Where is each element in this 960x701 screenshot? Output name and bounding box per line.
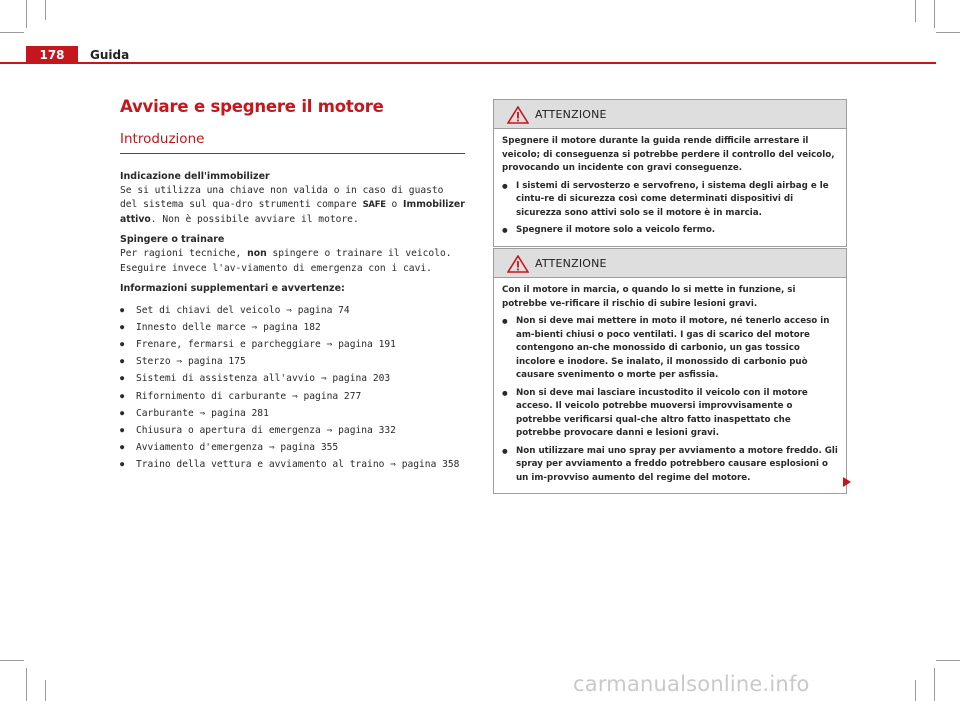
- warning-header: [494, 100, 846, 129]
- list-item[interactable]: ● Set di chiavi del veicolo ⇒ pagina 74: [120, 302, 465, 319]
- warning-box-2: [493, 248, 847, 494]
- warning-box-1: [493, 99, 847, 247]
- warning-header: [494, 249, 846, 278]
- immobilizer-text-part: . Non è possibile avviare il motore.: [150, 213, 359, 225]
- immobilizer-section: [120, 170, 465, 227]
- list-item[interactable]: ● Rifornimento di carburante ⇒ pagina 277: [120, 388, 465, 405]
- crop-mark: [934, 668, 935, 701]
- list-item[interactable]: ● Carburante ⇒ pagina 281: [120, 405, 465, 422]
- push-text-part: spingere o trainare il veicolo. Eseguire invece l'av-viamento di emergenza con i cavi.: [120, 248, 452, 274]
- safe-symbol-icon: SAFE: [362, 200, 386, 211]
- crop-mark: [45, 680, 46, 701]
- push-heading: Spingere o trainare: [120, 234, 225, 246]
- section-title: Guida: [90, 48, 130, 62]
- warning-intro: Spegnere il motore durante la guida rende difficile arrestare il veicolo; di conseguenza si potrebbe perdere il controllo del veicolo, provocando un incidente con gravi conseguenze.: [502, 136, 835, 173]
- info-heading: Informazioni supplementari e avvertenze:: [120, 283, 345, 295]
- immobilizer-bold: Immobilizer attivo: [120, 199, 465, 225]
- immobilizer-text: [120, 184, 465, 227]
- list-item[interactable]: ● Frenare, fermarsi e parcheggiare ⇒ pagina 191: [120, 336, 465, 353]
- push-text: [120, 247, 465, 276]
- list-item[interactable]: ● Innesto delle marce ⇒ pagina 182: [120, 319, 465, 336]
- immobilizer-heading: Indicazione dell'immobilizer: [120, 171, 270, 182]
- watermark: carmanualsonline.info: [573, 672, 810, 696]
- crop-mark: [26, 668, 27, 701]
- warning-title: ATTENZIONE: [535, 257, 607, 270]
- warning-intro: Con il motore in marcia, o quando lo si mette in funzione, si potrebbe ve-rificare il rischio di subire lesioni gravi.: [502, 285, 796, 309]
- list-item[interactable]: ● Sistemi di assistenza all'avvio ⇒ pagina 203: [120, 370, 465, 387]
- page-title: Avviare e spegnere il motore: [120, 97, 384, 116]
- push-text-part: Per ragioni tecniche,: [120, 248, 248, 260]
- info-section: [120, 282, 465, 473]
- warning-body: [494, 278, 846, 493]
- page-number: 178: [26, 46, 78, 64]
- subtitle: Introduzione: [120, 131, 465, 154]
- warning-item: ● Spegnere il motore solo a veicolo fermo.: [502, 224, 838, 238]
- list-item[interactable]: ● Avviamento d'emergenza ⇒ pagina 355: [120, 439, 465, 456]
- warning-item: ● Non si deve mai mettere in moto il motore, né tenerlo acceso in am-bienti chiusi o poco ventilati. I gas di scarico del motore contengono an-che monossido di carbonio, un gas tossico incolore e inodore. Se inalato, il monossido di carbonio può causare svenimento o morte per asfissia.: [502, 315, 838, 383]
- list-item[interactable]: ● Sterzo ⇒ pagina 175: [120, 353, 465, 370]
- immobilizer-text-part: o: [385, 199, 404, 211]
- crop-mark: [936, 32, 960, 33]
- immobilizer-text-part: Se si utilizza una chiave non valida o in caso di guasto del sistema sul qua-dro strumenti compare: [120, 185, 444, 211]
- list-item[interactable]: ● Traino della vettura e avviamento al traino ⇒ pagina 358: [120, 456, 465, 473]
- warning-body: [494, 129, 846, 246]
- left-column: [120, 97, 465, 473]
- list-item[interactable]: ● Chiusura o apertura di emergenza ⇒ pagina 332: [120, 422, 465, 439]
- crop-mark: [915, 0, 916, 22]
- crop-mark: [0, 32, 24, 33]
- push-section: [120, 233, 465, 276]
- crop-mark: [26, 0, 27, 28]
- warning-title: ATTENZIONE: [535, 108, 607, 121]
- warning-item: ● Non si deve mai lasciare incustodito il veicolo con il motore acceso. Il veicolo potrebbe muoversi improvvisamente o potrebbe verificarsi qual-che altro fatto inaspettato che potrebbe provocare danni e lesioni gravi.: [502, 387, 838, 441]
- crop-mark: [936, 660, 960, 661]
- push-bold: non: [247, 248, 267, 260]
- reference-list: [120, 302, 465, 473]
- continue-arrow-icon: [843, 477, 851, 487]
- warning-item: ● I sistemi di servosterzo e servofreno, i sistema degli airbag e le cintu-re di sicurezza così come determinati dispositivi di sicurezza sono attivi solo se il motore è in marcia.: [502, 180, 838, 221]
- warning-item: ● Non utilizzare mai uno spray per avviamento a motore freddo. Gli spray per avviamento a freddo potrebbero causare esplosioni o un im-provviso aumento del regime del motore.: [502, 445, 838, 486]
- warning-triangle-icon: [507, 255, 529, 273]
- crop-mark: [0, 660, 24, 661]
- crop-mark: [45, 0, 46, 20]
- crop-mark: [915, 680, 916, 701]
- crop-mark: [934, 0, 935, 28]
- warning-triangle-icon: [507, 106, 529, 124]
- header-rule: [0, 62, 936, 64]
